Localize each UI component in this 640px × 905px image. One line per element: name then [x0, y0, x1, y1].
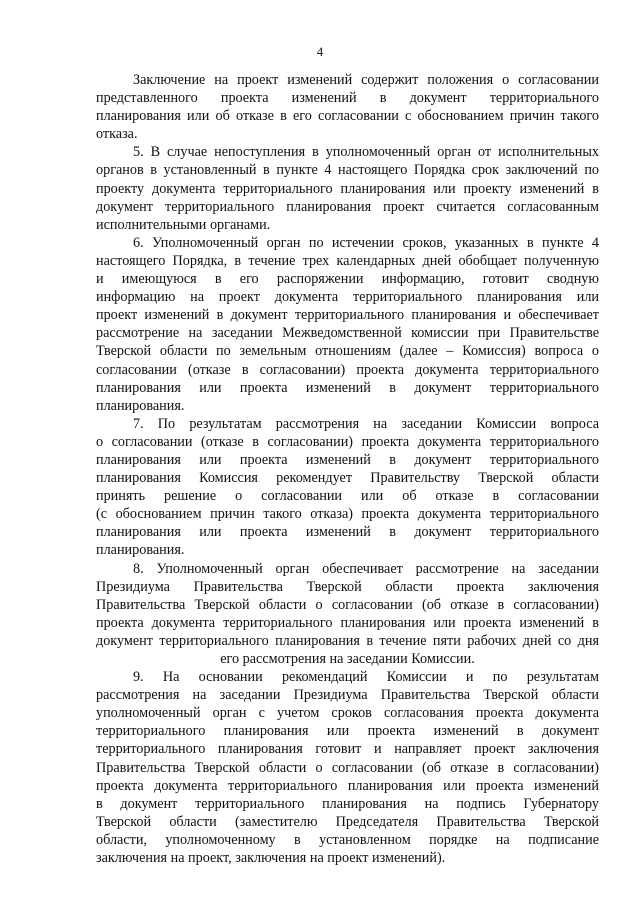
text-line: Тверской области по земельным отношениям (далее – Комиссия) вопроса о — [96, 343, 599, 360]
text-line: Заключение на проект изменений содержит положения о согласовании — [133, 72, 599, 88]
page-number: 4 — [316, 44, 324, 59]
text-line: планирования. — [96, 542, 185, 559]
text-line: Президиума Правительства Тверской области проекта заключения — [96, 578, 599, 595]
text-line: документ территориального планирования в течение пяти рабочих дней со дня — [96, 632, 599, 649]
text-line: планирования или проекта изменений в документ территориального — [96, 379, 599, 396]
text-line: Правительства Тверской области о согласовании (об отказе в согласовании) — [96, 759, 599, 776]
paragraph-6 — [96, 234, 599, 415]
paragraph-9 — [96, 668, 599, 867]
text-line: рассмотрения на заседании Президиума Правительства Тверской области — [96, 687, 599, 704]
text-line: планирования или об отказе в его согласовании с обоснованием причин такого — [96, 108, 599, 125]
text-line: планирования. — [96, 397, 185, 414]
text-line: 6. Уполномоченный орган по истечении сроков, указанных в пункте 4 — [133, 234, 599, 251]
text-line: 7. По результатам рассмотрения на заседании Комиссии вопроса — [133, 415, 599, 432]
text-line: проекта документа территориального планирования или проекта изменений в — [96, 614, 599, 631]
text-line: настоящего Порядка, в течение трех календарных дней обобщает полученную — [96, 252, 599, 269]
text-line: проекта документа территориального планирования или проекта изменений — [96, 777, 599, 794]
text-line: уполномоченный орган с учетом сроков согласования проекта документа — [96, 705, 599, 722]
text-line: его рассмотрения на заседании Комиссии. — [220, 651, 475, 667]
document-body — [96, 71, 599, 867]
text-line: информацию на проект документа территориального планирования или — [96, 289, 599, 306]
text-line: планирования Комиссия рекомендует Правительству Тверской области — [96, 470, 599, 487]
text-line: 9. На основании рекомендаций Комиссии и по результатам — [133, 669, 599, 686]
text-line: представленного проекта изменений в документ территориального — [96, 90, 599, 107]
paragraph-5 — [96, 143, 599, 233]
text-line: отказа. — [96, 126, 138, 143]
text-line: 8. Уполномоченный орган обеспечивает рассмотрение на заседании — [133, 560, 599, 577]
paragraph-8 — [96, 560, 599, 669]
text-line: Тверской области (заместителю Председателя Правительства Тверской — [96, 813, 599, 830]
text-line: и имеющуюся в его распоряжении информацию, готовит сводную — [96, 271, 599, 288]
text-line: планирования или проекта изменений в документ территориального — [96, 524, 599, 541]
text-line: в документ территориального планирования на подпись Губернатору — [96, 795, 599, 812]
text-line: Правительства Тверской области о согласовании (об отказе в согласовании) — [96, 596, 599, 613]
text-line: проекту документа территориального планирования или проекту изменений в — [96, 180, 599, 197]
text-line: принять решение о согласовании или об отказе в согласовании — [96, 488, 599, 505]
text-line: рассмотрение на заседании Межведомственной комиссии при Правительстве — [96, 325, 599, 342]
text-line: исполнительными органами. — [96, 216, 271, 233]
text-line: территориального планирования готовит и направляет проект заключения — [96, 741, 599, 758]
paragraph-1 — [96, 71, 599, 143]
text-line: документ территориального планирования проект считается согласованным — [96, 198, 599, 215]
text-line: согласовании (отказе в согласовании) проекта документа территориального — [96, 361, 599, 378]
text-line: области, уполномоченному в установленном порядке на подписание — [96, 831, 599, 848]
text-line: заключения на проект, заключения на проект изменений). — [96, 850, 446, 867]
text-line: 5. В случае непоступления в уполномоченный орган от исполнительных — [133, 144, 599, 161]
text-line: планирования или проекта изменений в документ территориального — [96, 451, 599, 468]
text-line: о согласовании (отказе в согласовании) проекта документа территориального — [96, 433, 599, 450]
text-line: органов в установленный в пункте 4 настоящего Порядка срок заключений по — [96, 162, 599, 179]
text-line: проект изменений в документ территориального планирования и обеспечивает — [96, 307, 599, 324]
text-line: территориального планирования или проекта изменений в документ — [96, 723, 599, 740]
text-line: (с обоснованием причин такого отказа) проекта документа территориального — [96, 506, 599, 523]
paragraph-7 — [96, 415, 599, 560]
